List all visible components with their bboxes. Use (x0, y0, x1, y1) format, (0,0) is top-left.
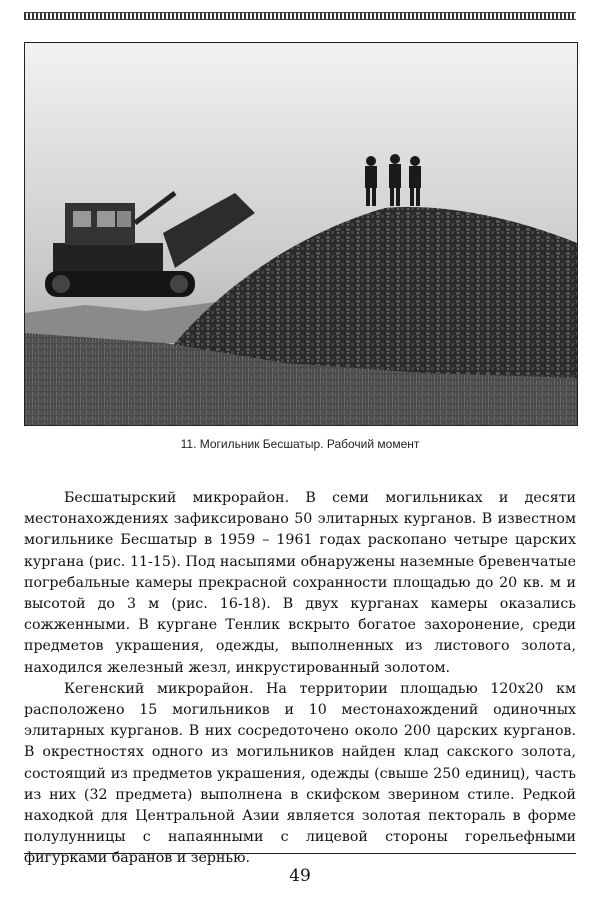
figure-caption: 11. Могильник Бесшатыр. Рабочий момент (180, 437, 420, 451)
paragraph-kegen: Кегенский микрорайон. На территории площадью 120х20 км расположено 15 могильников и 10 местонахождений одиночных элитарных курганов. В них сосредоточено около 200 царских курганов. В окрестностях одного из могильников найден клад сакского золота, состоящий из предметов украшения, одежды (свыше 250 единиц), часть из них (32 предмета) выполнена в скифском зверином стиле. Редкой находкой для Центральной Азии является золотая пектораль в форме полулунницы с напаянными с лицевой стороны горельефными фигурками баранов и зернью. (24, 680, 576, 867)
bottom-rule (24, 853, 576, 854)
top-decorative-rule (24, 12, 576, 20)
paragraph-besshatyr: Бесшатырский микрорайон. В семи могильниках и десяти местонахождениях зафиксировано 50 элитарных курганов. В известном могильнике Бесшатыр в 1959 – 1961 годах раскопано четыре царских кургана (рис. 11-15). Под насыпями обнаружены наземные бревенчатые погребальные камеры прекрасной сохранности площадью до 20 кв. м и высотой до 3 м (рис. 16-18). В двух курганах камеры оказались сожженными. В кургане Тенлик вскрыто богатое захоронение, среди предметов украшения, одежды, выполненных из листового золота, находился железный жезл, инкрустированный золотом. (24, 490, 576, 676)
page-number: 49 (289, 866, 311, 886)
figure-photo (24, 42, 578, 426)
people-on-kurgan (365, 154, 421, 206)
article-body (24, 488, 576, 870)
